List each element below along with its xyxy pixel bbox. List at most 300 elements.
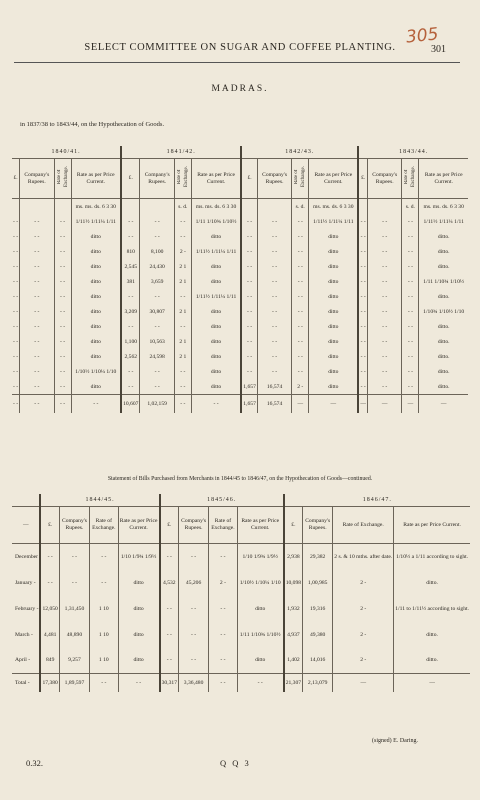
table-cell: - - xyxy=(209,544,238,570)
table-cell: - - xyxy=(121,229,140,244)
table-cell: - - xyxy=(140,214,174,229)
table-cell: ditto. xyxy=(394,622,470,648)
table-cell: 1/11 1/10¾ 1/10½ xyxy=(237,622,283,648)
table-cell: - - xyxy=(257,364,291,379)
header-rule xyxy=(14,62,460,63)
table-cell: - - xyxy=(358,319,367,334)
table-cell: - - xyxy=(174,229,191,244)
table-cell: - - xyxy=(358,304,367,319)
statement-title: Statement of Bills Purchased from Merchants in 1844/45 to 1846/47, on the Hypothecation of Goods—continued. xyxy=(107,476,373,482)
table-row xyxy=(12,244,468,259)
table-cell: - - xyxy=(241,349,257,364)
table-cell: 1/11½ 1/11¼ 1/11 xyxy=(71,214,121,229)
table-cell: - - xyxy=(292,364,309,379)
table-cell: - - xyxy=(20,319,54,334)
total-row xyxy=(12,395,468,414)
table-cell: - - xyxy=(13,368,19,375)
table-cell: ditto xyxy=(309,289,359,304)
year-heading: 1842/43. xyxy=(241,146,358,159)
table-cell: - - xyxy=(160,544,179,570)
unit-label xyxy=(54,199,71,215)
column-header-row xyxy=(12,507,470,544)
table-cell: - - xyxy=(54,334,71,349)
table-cell: 16,574 xyxy=(257,379,291,395)
table-cell: ditto. xyxy=(419,244,468,259)
table-cell: 2 - xyxy=(333,648,394,674)
unit-row xyxy=(12,199,468,215)
table-cell: - - xyxy=(368,289,402,304)
table-cell: ditto xyxy=(191,349,241,364)
total-cell: - - xyxy=(191,395,241,414)
table-cell: 14,016 xyxy=(303,648,333,674)
table-cell: - - xyxy=(368,259,402,274)
table-cell: 30,807 xyxy=(140,304,174,319)
table-cell: ditto xyxy=(118,648,160,674)
table-row xyxy=(12,364,468,379)
total-cell: 3,36,480 xyxy=(179,674,209,693)
table-cell: 2,938 xyxy=(284,544,303,570)
table-cell: - - xyxy=(402,274,419,289)
table-cell: - - xyxy=(241,304,257,319)
table-cell: - - xyxy=(402,259,419,274)
table-cell: - - xyxy=(241,244,257,259)
month-label: February - xyxy=(15,605,39,612)
year-header-row xyxy=(12,494,470,507)
year-heading: 1844/45. xyxy=(40,494,159,507)
table-cell: - - xyxy=(121,364,140,379)
table-cell: - - xyxy=(292,244,309,259)
table-cell: 381 xyxy=(121,274,140,289)
table-cell: - - xyxy=(13,323,19,330)
table-cell: 1,402 xyxy=(284,648,303,674)
table-cell: - - xyxy=(209,648,238,674)
table-cell: - - xyxy=(368,319,402,334)
table-cell: - - xyxy=(179,648,209,674)
table-cell: - - xyxy=(368,244,402,259)
table-cell: 2,562 xyxy=(121,349,140,364)
exchange-table-1844-47 xyxy=(12,494,470,692)
table-cell: - - xyxy=(140,379,174,395)
table-cell: - - xyxy=(241,289,257,304)
table-cell: ditto xyxy=(309,304,359,319)
table-cell: - - xyxy=(174,364,191,379)
unit-label xyxy=(20,199,54,215)
table-cell: - - xyxy=(59,544,89,570)
table-row xyxy=(12,214,468,229)
exchange-table-1840-44 xyxy=(12,146,468,413)
table-row xyxy=(12,304,468,319)
unit-label: s. d. xyxy=(174,199,191,215)
table-cell: - - xyxy=(160,596,179,622)
table-cell: - - xyxy=(140,229,174,244)
table-cell: - - xyxy=(257,304,291,319)
total-cell: 1,89,597 xyxy=(59,674,89,693)
table-cell: 1/10½ 1/10¼ 1/10 xyxy=(71,364,121,379)
table-cell: - - xyxy=(20,229,54,244)
table-cell: - - xyxy=(358,364,367,379)
column-heading: Company's Rupees. xyxy=(179,507,209,544)
table-cell: - - xyxy=(292,214,309,229)
table-cell: - - xyxy=(292,289,309,304)
table-cell: - - xyxy=(20,244,54,259)
table-cell: - - xyxy=(209,622,238,648)
table-cell: 1/11½ 1/11¼ 1/11 xyxy=(309,214,359,229)
table-cell: - - xyxy=(121,379,140,395)
table-cell: 2 - xyxy=(209,570,238,596)
table-cell: - - xyxy=(174,214,191,229)
signature-line: (signed) E. Daring. xyxy=(372,738,418,744)
total-cell: — xyxy=(419,395,468,414)
table-cell: 4,481 xyxy=(40,622,59,648)
column-heading: Rate as per Price Current. xyxy=(71,159,121,199)
table-cell: 1/10½ 1/10¼ 1/10 xyxy=(237,570,283,596)
table-cell: ditto xyxy=(71,349,121,364)
column-heading: Rate as per Price Current. xyxy=(309,159,359,199)
table-cell: ditto xyxy=(309,319,359,334)
table-cell: ditto xyxy=(118,570,160,596)
table-cell: ditto xyxy=(237,648,283,674)
table-cell: ditto xyxy=(71,289,121,304)
table-cell: ditto xyxy=(191,274,241,289)
table-cell: - - xyxy=(13,293,19,300)
unit-label xyxy=(257,199,291,215)
table-cell: ditto xyxy=(191,334,241,349)
table-cell: - - xyxy=(402,214,419,229)
year-heading: 1843/44. xyxy=(358,146,468,159)
table-cell: - - xyxy=(20,274,54,289)
table-cell: - - xyxy=(13,353,19,360)
table-cell: ditto. xyxy=(419,229,468,244)
table-cell: 9,257 xyxy=(59,648,89,674)
table-row xyxy=(12,274,468,289)
table-row xyxy=(12,648,470,674)
column-heading: Rate as per Price Current. xyxy=(191,159,241,199)
table-cell: 1,00,985 xyxy=(303,570,333,596)
total-cell: — xyxy=(368,395,402,414)
table-cell: - - xyxy=(160,648,179,674)
year-header-row xyxy=(12,146,468,159)
table-cell: 3,659 xyxy=(140,274,174,289)
column-heading: £. xyxy=(160,507,179,544)
table-cell: 849 xyxy=(40,648,59,674)
table-cell: - - xyxy=(368,214,402,229)
table-cell: - - xyxy=(54,364,71,379)
table-cell: - - xyxy=(140,364,174,379)
table-cell: - - xyxy=(292,349,309,364)
table-cell: 1/11½ 1/11¼ 1/11 xyxy=(191,244,241,259)
total-cell: — xyxy=(394,674,470,693)
table-cell: 10,563 xyxy=(140,334,174,349)
handwritten-page-annotation: 305 xyxy=(404,24,439,48)
table-cell: - - xyxy=(402,229,419,244)
table-row xyxy=(12,319,468,334)
month-label: April - xyxy=(15,657,31,664)
table-cell: - - xyxy=(54,274,71,289)
total-cell: - - xyxy=(20,395,54,414)
total-cell: 30,317 xyxy=(160,674,179,693)
table-cell: - - xyxy=(257,214,291,229)
table-cell: ditto xyxy=(309,349,359,364)
table-cell: 810 xyxy=(121,244,140,259)
table-cell: - - xyxy=(20,334,54,349)
column-heading: Rate of Exchange. xyxy=(174,159,191,199)
table-cell: - - xyxy=(54,289,71,304)
table-cell: 2 1 xyxy=(174,349,191,364)
table-cell: - - xyxy=(402,244,419,259)
table-cell: - - xyxy=(13,278,19,285)
unit-label: s. d. xyxy=(292,199,309,215)
table-cell: - - xyxy=(160,622,179,648)
column-heading: Rate as per Price Current. xyxy=(419,159,468,199)
unit-label: ms. ms. ds. 6 3 30 xyxy=(191,199,241,215)
total-cell: 1,02,159 xyxy=(140,395,174,414)
table-cell: 49,380 xyxy=(303,622,333,648)
table-cell: - - xyxy=(358,349,367,364)
table-cell: ditto. xyxy=(419,349,468,364)
table-cell: ditto xyxy=(71,379,121,395)
total-cell: - - xyxy=(90,674,119,693)
table-cell: - - xyxy=(20,304,54,319)
column-heading: £. xyxy=(284,507,303,544)
unit-label xyxy=(358,199,367,215)
table-cell: - - xyxy=(174,319,191,334)
table-cell: - - xyxy=(179,622,209,648)
section-subtitle: MADRAS. xyxy=(211,84,269,94)
table-cell: - - xyxy=(13,338,19,345)
unit-label xyxy=(241,199,257,215)
table-cell: - - xyxy=(209,596,238,622)
column-heading: £. xyxy=(121,159,140,199)
table-row xyxy=(12,544,470,570)
column-heading: Rate as per Price Current. xyxy=(394,507,470,544)
total-cell: — xyxy=(309,395,359,414)
table-row xyxy=(12,334,468,349)
table-cell: - - xyxy=(292,334,309,349)
table-cell: 1/10½ a 1/11 according to sight. xyxy=(394,544,470,570)
total-cell: 17,380 xyxy=(40,674,59,693)
table-cell: 1,100 xyxy=(121,334,140,349)
unit-label: ms. ms. ds. 6 3 30 xyxy=(309,199,359,215)
table-cell: - - xyxy=(358,244,367,259)
table-cell: ditto xyxy=(309,379,359,395)
table-cell: ditto xyxy=(191,379,241,395)
table-cell: - - xyxy=(13,248,19,255)
table-row xyxy=(12,379,468,395)
page-number: 301 xyxy=(431,44,446,55)
table-cell: ditto xyxy=(191,364,241,379)
table-cell: - - xyxy=(241,274,257,289)
table-cell: 2 1 xyxy=(174,334,191,349)
column-heading: Rate of Exchange. xyxy=(333,507,394,544)
column-heading: Rate of Exchange. xyxy=(209,507,238,544)
table-cell: ditto. xyxy=(419,379,468,395)
unit-label: ms. ms. ds. 6 3 30 xyxy=(71,199,121,215)
table-row xyxy=(12,349,468,364)
column-heading: Rate of Exchange. xyxy=(54,159,71,199)
table-cell: 1/11 to 1/11½ according to sight. xyxy=(394,596,470,622)
column-heading: Rate as per Price Current. xyxy=(118,507,160,544)
table-cell: 2 1 xyxy=(174,259,191,274)
year-heading: 1846/47. xyxy=(284,494,470,507)
table-cell: ditto xyxy=(309,244,359,259)
table-cell: 24,598 xyxy=(140,349,174,364)
total-cell: - - xyxy=(54,395,71,414)
table-cell: - - xyxy=(90,544,119,570)
table-cell: 1,31,450 xyxy=(59,596,89,622)
table-cell: 4,937 xyxy=(284,622,303,648)
table-cell: - - xyxy=(241,214,257,229)
table-cell: - - xyxy=(402,364,419,379)
table-cell: - - xyxy=(292,274,309,289)
table-cell: - - xyxy=(402,334,419,349)
table-cell: - - xyxy=(20,214,54,229)
table-cell: - - xyxy=(54,319,71,334)
table-cell: 12,050 xyxy=(40,596,59,622)
table-cell: - - xyxy=(241,364,257,379)
table-cell: 2,545 xyxy=(121,259,140,274)
unit-label xyxy=(121,199,140,215)
column-heading: Company's Rupees. xyxy=(303,507,333,544)
table-cell: - - xyxy=(54,259,71,274)
table-cell: - - xyxy=(13,308,19,315)
total-label: Total - xyxy=(12,674,40,693)
table-cell: ditto xyxy=(71,259,121,274)
table-cell: - - xyxy=(257,334,291,349)
column-heading: £. xyxy=(12,159,20,199)
table-cell: ditto xyxy=(191,229,241,244)
table-cell: 10,098 xyxy=(284,570,303,596)
table-cell: - - xyxy=(13,233,19,240)
month-column-heading: — xyxy=(12,507,40,544)
column-heading: £. xyxy=(358,159,367,199)
footer-signature-mark: Q Q 3 xyxy=(220,758,251,768)
table-cell: - - xyxy=(54,379,71,395)
total-cell: — xyxy=(358,395,367,414)
table-cell: 2 s. & 10 mths. after date. xyxy=(333,544,394,570)
page-header-title: SELECT COMMITTEE ON SUGAR AND COFFEE PLANTING. xyxy=(84,42,396,53)
table-cell: - - xyxy=(13,218,19,225)
year-heading: 1840/41. xyxy=(12,146,121,159)
table-cell: - - xyxy=(54,304,71,319)
table-cell: ditto xyxy=(118,596,160,622)
table-cell: ditto. xyxy=(419,319,468,334)
table-cell: ditto xyxy=(309,364,359,379)
table-cell: 2 - xyxy=(333,570,394,596)
column-heading: Company's Rupees. xyxy=(140,159,174,199)
table-cell: - - xyxy=(257,259,291,274)
table-cell: - - xyxy=(140,289,174,304)
total-cell: - - xyxy=(237,674,283,693)
table-cell: - - xyxy=(402,379,419,395)
table-cell: - - xyxy=(90,570,119,596)
table-cell: ditto. xyxy=(419,334,468,349)
column-heading: Company's Rupees. xyxy=(20,159,54,199)
table-cell: - - xyxy=(121,319,140,334)
table-cell: - - xyxy=(241,259,257,274)
table-row xyxy=(12,570,470,596)
year-heading: 1841/42. xyxy=(121,146,241,159)
table-cell: 1/11½ 1/11¼ 1/11 xyxy=(191,289,241,304)
table-cell: 2 - xyxy=(174,244,191,259)
column-heading: Rate as per Price Current. xyxy=(237,507,283,544)
table-cell: - - xyxy=(257,289,291,304)
table-cell: - - xyxy=(54,214,71,229)
total-cell: — xyxy=(333,674,394,693)
column-heading: Rate of Exchange. xyxy=(292,159,309,199)
table-cell: - - xyxy=(54,244,71,259)
table-cell: ditto xyxy=(71,274,121,289)
table-cell: - - xyxy=(358,334,367,349)
table-cell: - - xyxy=(179,544,209,570)
table-cell: 3,209 xyxy=(121,304,140,319)
table-cell: - - xyxy=(121,289,140,304)
table-cell: ditto xyxy=(71,319,121,334)
table-cell: 1,657 xyxy=(241,379,257,395)
total-cell: 16,574 xyxy=(257,395,291,414)
table-cell: - - xyxy=(121,214,140,229)
table-cell: - - xyxy=(368,229,402,244)
table-cell: - - xyxy=(20,259,54,274)
table-cell: 1 10 xyxy=(90,622,119,648)
table-cell: ditto xyxy=(191,304,241,319)
table-cell: - - xyxy=(54,229,71,244)
table-cell: - - xyxy=(358,274,367,289)
table-cell: - - xyxy=(241,334,257,349)
table-cell: - - xyxy=(358,289,367,304)
table-cell: - - xyxy=(257,229,291,244)
table-cell: ditto xyxy=(237,596,283,622)
table-cell: - - xyxy=(358,214,367,229)
table-cell: 2 1 xyxy=(174,304,191,319)
unit-label xyxy=(140,199,174,215)
table-cell: - - xyxy=(368,379,402,395)
table-cell: ditto xyxy=(191,319,241,334)
table-cell: - - xyxy=(402,349,419,364)
table-cell: 2 - xyxy=(333,622,394,648)
table-cell: - - xyxy=(368,274,402,289)
table-cell: - - xyxy=(402,289,419,304)
table-row xyxy=(12,259,468,274)
table-cell: - - xyxy=(257,349,291,364)
table-cell: - - xyxy=(20,364,54,379)
total-cell: - - xyxy=(174,395,191,414)
table-cell: - - xyxy=(54,349,71,364)
table-cell: - - xyxy=(358,379,367,395)
table-cell: - - xyxy=(292,259,309,274)
table-cell: - - xyxy=(292,304,309,319)
table-cell: - - xyxy=(257,244,291,259)
month-label: March - xyxy=(15,631,33,638)
table-cell: ditto xyxy=(309,229,359,244)
total-cell: 21,307 xyxy=(284,674,303,693)
table-cell: ditto xyxy=(71,334,121,349)
unit-label: ms. ms. ds. 6 3 30 xyxy=(419,199,468,215)
table-cell: ditto. xyxy=(394,570,470,596)
table-cell: - - xyxy=(368,364,402,379)
footer-left-code: 0.32. xyxy=(26,758,43,768)
total-cell: - - xyxy=(12,395,20,414)
table-cell: ditto. xyxy=(419,289,468,304)
table-cell: ditto xyxy=(71,229,121,244)
table-cell: - - xyxy=(140,319,174,334)
table-cell: - - xyxy=(20,379,54,395)
column-heading: £. xyxy=(40,507,59,544)
table-cell: 8,100 xyxy=(140,244,174,259)
month-column-heading xyxy=(12,494,40,507)
table-cell: - - xyxy=(174,379,191,395)
table-cell: - - xyxy=(257,274,291,289)
table-cell: - - xyxy=(59,570,89,596)
